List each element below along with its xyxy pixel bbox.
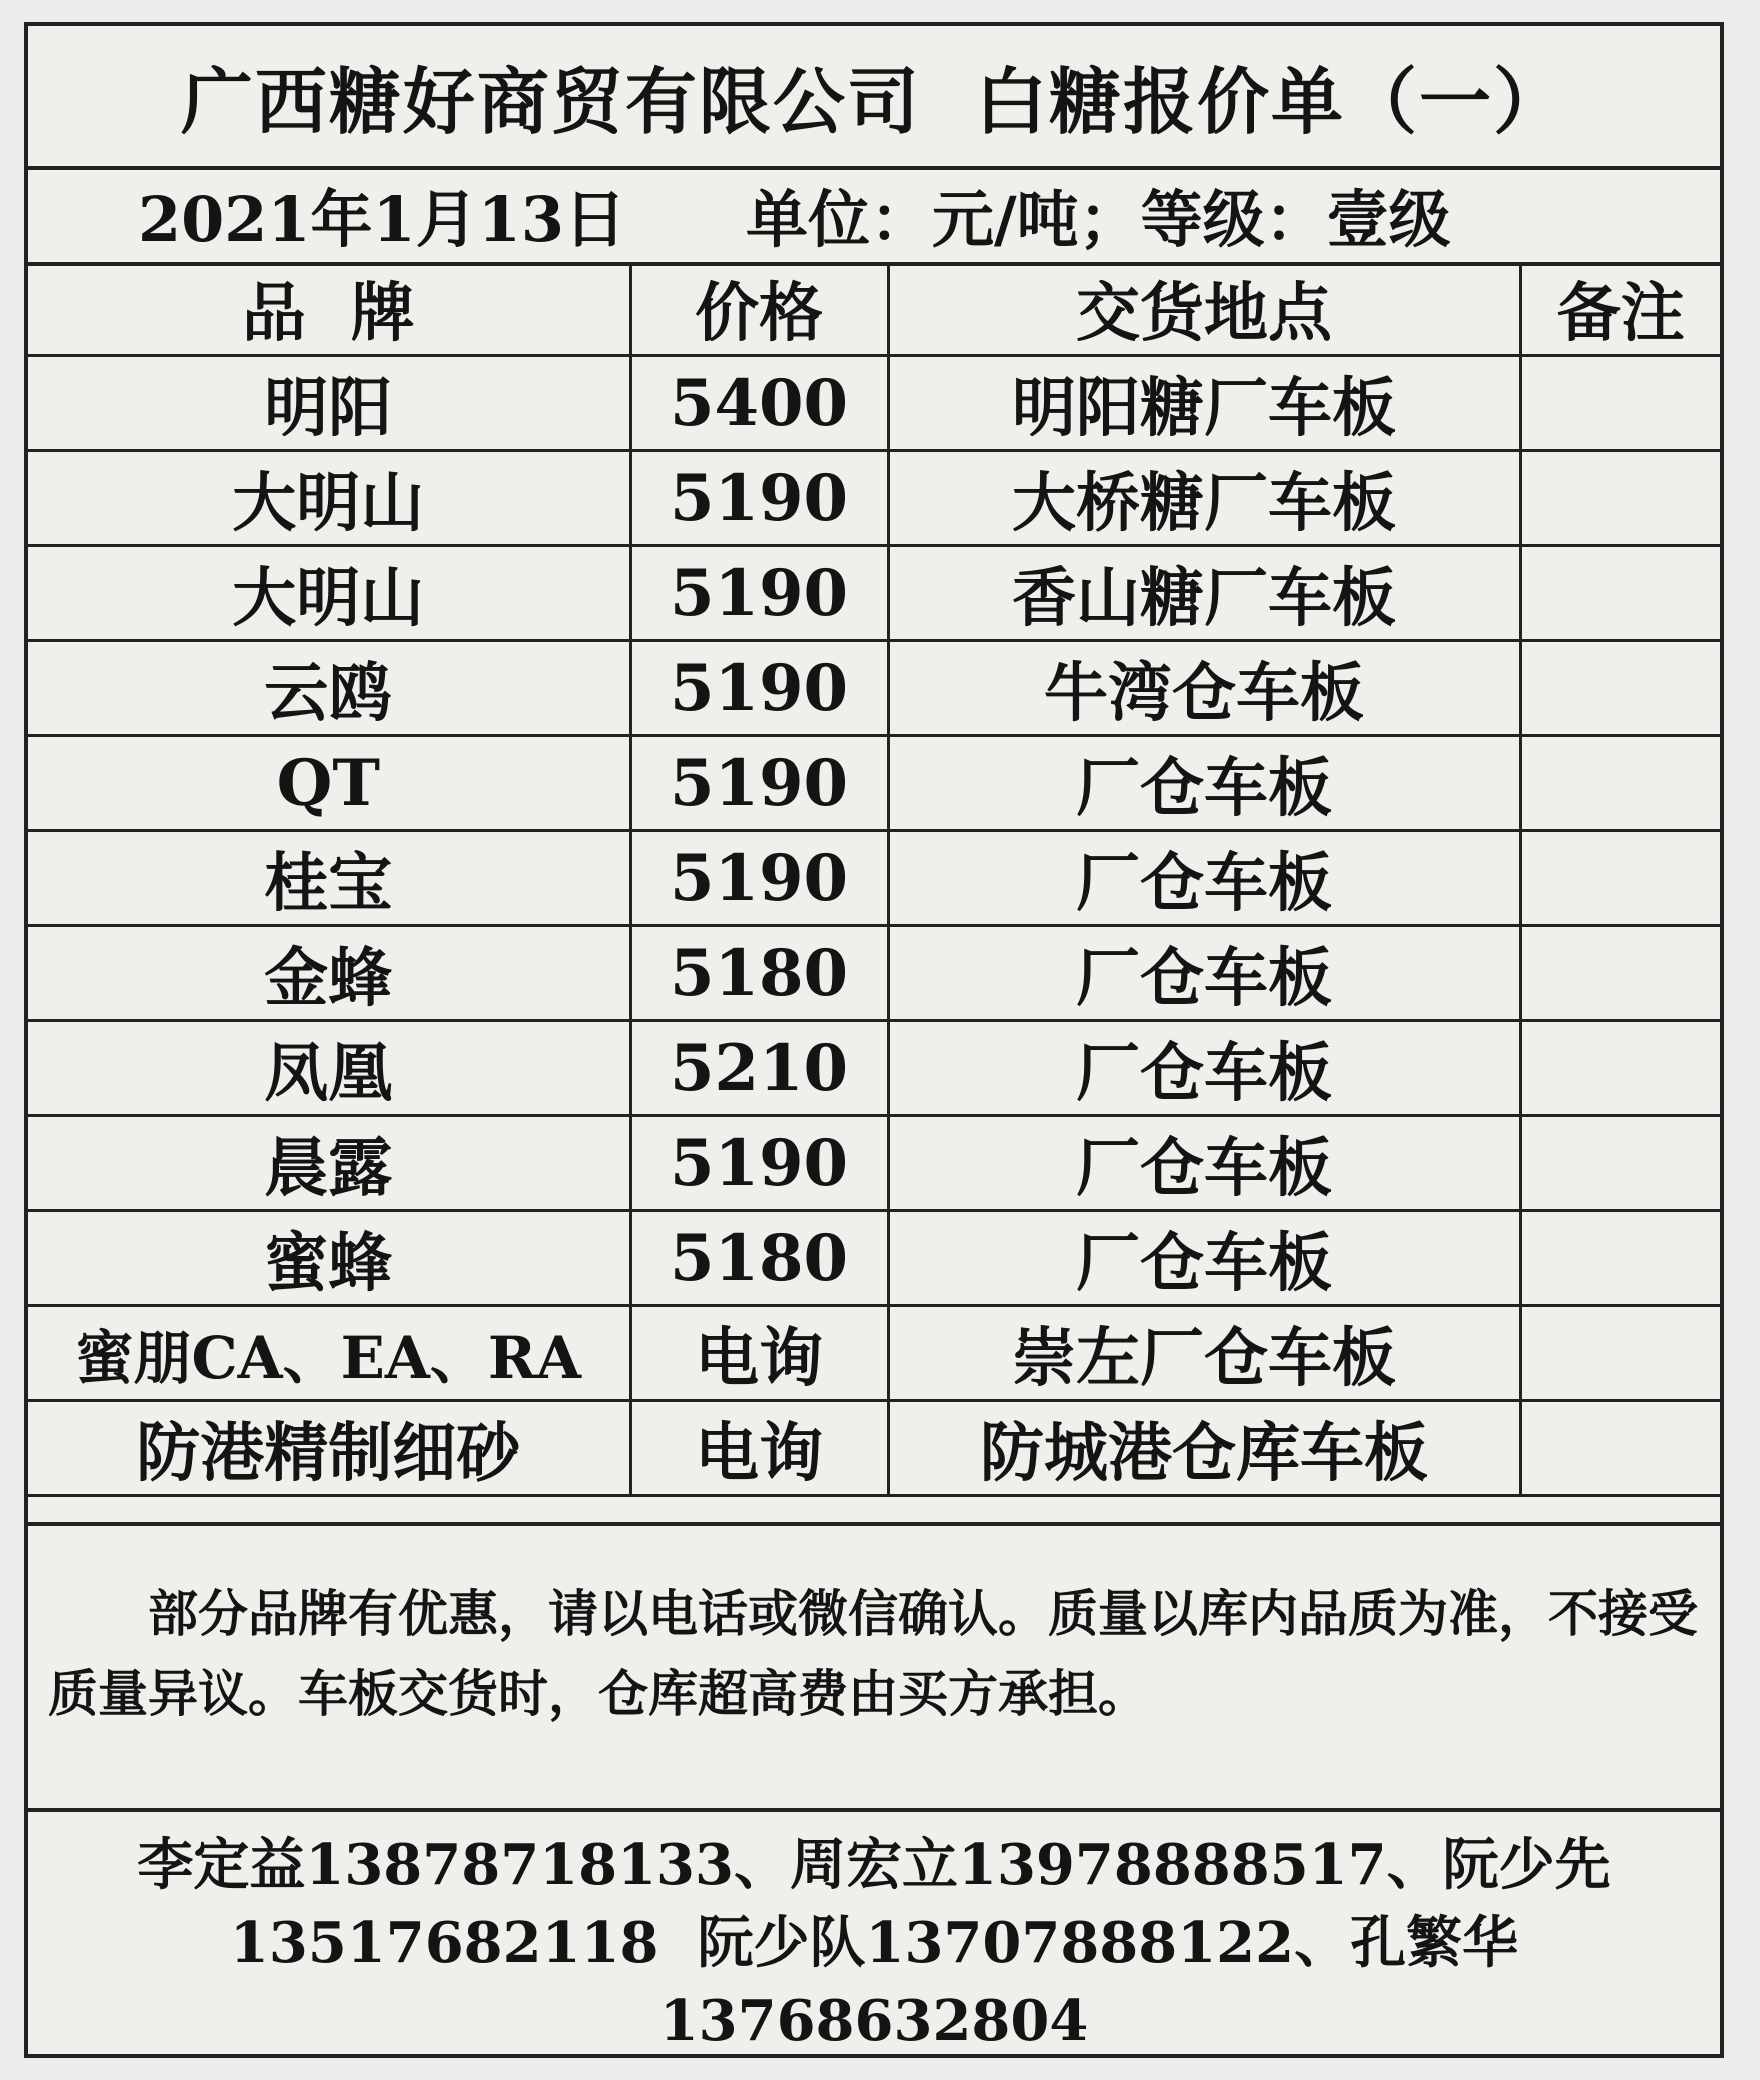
price-cell: 5400 — [630, 356, 888, 451]
table-header-row — [28, 262, 1720, 356]
place-cell: 厂仓车板 — [888, 1211, 1520, 1306]
contact-line: 13768632804 — [659, 1988, 1089, 2054]
col-header-note: 备注 — [1520, 262, 1720, 356]
place-cell: 厂仓车板 — [888, 831, 1520, 926]
brand-cell: 桂宝 — [28, 831, 630, 926]
place-cell: 厂仓车板 — [888, 736, 1520, 831]
table-row — [28, 356, 1720, 451]
note-cell — [1520, 926, 1720, 1021]
quote-date: 2021年1月13日 — [138, 182, 626, 256]
place-cell: 厂仓车板 — [888, 1116, 1520, 1211]
table-row — [28, 641, 1720, 736]
contact-line: 13517682118 阮少队13707888122、孔繁华 — [229, 1910, 1519, 1976]
price-cell: 5190 — [630, 641, 888, 736]
brand-cell: QT — [28, 736, 630, 831]
sheet-title — [28, 26, 1720, 170]
table-row — [28, 1401, 1720, 1496]
table-row — [28, 926, 1720, 1021]
price-cell: 5180 — [630, 926, 888, 1021]
table-row — [28, 1306, 1720, 1401]
brand-cell: 晨露 — [28, 1116, 630, 1211]
table-row — [28, 831, 1720, 926]
note-cell — [1520, 1306, 1720, 1401]
place-cell: 明阳糖厂车板 — [888, 356, 1520, 451]
table-row — [28, 736, 1720, 831]
table-row — [28, 1211, 1720, 1306]
note-cell — [1520, 451, 1720, 546]
note-cell — [1520, 1116, 1720, 1211]
brand-cell: 蜜朋CA、EA、RA — [28, 1306, 630, 1401]
brand-cell: 金蜂 — [28, 926, 630, 1021]
note-cell — [1520, 546, 1720, 641]
note-cell — [1520, 356, 1720, 451]
price-cell: 5190 — [630, 736, 888, 831]
date-unit-row — [28, 166, 1720, 266]
brand-cell: 蜜蜂 — [28, 1211, 630, 1306]
note-cell — [1520, 736, 1720, 831]
note-cell — [1520, 1211, 1720, 1306]
note-cell — [1520, 1401, 1720, 1496]
price-table — [28, 262, 1720, 1497]
brand-cell: 云鸥 — [28, 641, 630, 736]
place-cell: 牛湾仓车板 — [888, 641, 1520, 736]
note-cell — [1520, 1021, 1720, 1116]
col-header-price: 价格 — [630, 262, 888, 356]
place-cell: 香山糖厂车板 — [888, 546, 1520, 641]
table-row — [28, 1116, 1720, 1211]
col-header-place: 交货地点 — [888, 262, 1520, 356]
contact-line: 李定益13878718133、周宏立13978888517、阮少先 — [137, 1832, 1611, 1898]
place-cell: 厂仓车板 — [888, 1021, 1520, 1116]
price-cell: 5190 — [630, 1116, 888, 1211]
price-cell: 5190 — [630, 451, 888, 546]
price-cell: 电询 — [630, 1401, 888, 1496]
price-cell: 5210 — [630, 1021, 888, 1116]
price-sheet — [24, 22, 1724, 2058]
brand-cell: 凤凰 — [28, 1021, 630, 1116]
brand-cell: 明阳 — [28, 356, 630, 451]
place-cell: 防城港仓库车板 — [888, 1401, 1520, 1496]
price-cell: 5180 — [630, 1211, 888, 1306]
title-text: 广西糖好商贸有限公司 白糖报价单（一） — [180, 59, 1568, 144]
place-cell: 崇左厂仓车板 — [888, 1306, 1520, 1401]
terms-note: 部分品牌有优惠，请以电话或微信确认。质量以库内品质为准，不接受质量异议。车板交货时，仓库超高费由买方承担。 — [28, 1522, 1720, 1812]
price-cell: 电询 — [630, 1306, 888, 1401]
price-cell: 5190 — [630, 831, 888, 926]
unit-grade: 单位：元/吨；等级：壹级 — [745, 182, 1451, 256]
price-cell: 5190 — [630, 546, 888, 641]
brand-cell: 大明山 — [28, 451, 630, 546]
place-cell: 厂仓车板 — [888, 926, 1520, 1021]
note-cell — [1520, 831, 1720, 926]
col-header-brand: 品 牌 — [28, 262, 630, 356]
table-row — [28, 546, 1720, 641]
table-row — [28, 1021, 1720, 1116]
note-cell — [1520, 641, 1720, 736]
brand-cell: 大明山 — [28, 546, 630, 641]
contact-list — [28, 1812, 1720, 2058]
brand-cell: 防港精制细砂 — [28, 1401, 630, 1496]
table-row — [28, 451, 1720, 546]
place-cell: 大桥糖厂车板 — [888, 451, 1520, 546]
